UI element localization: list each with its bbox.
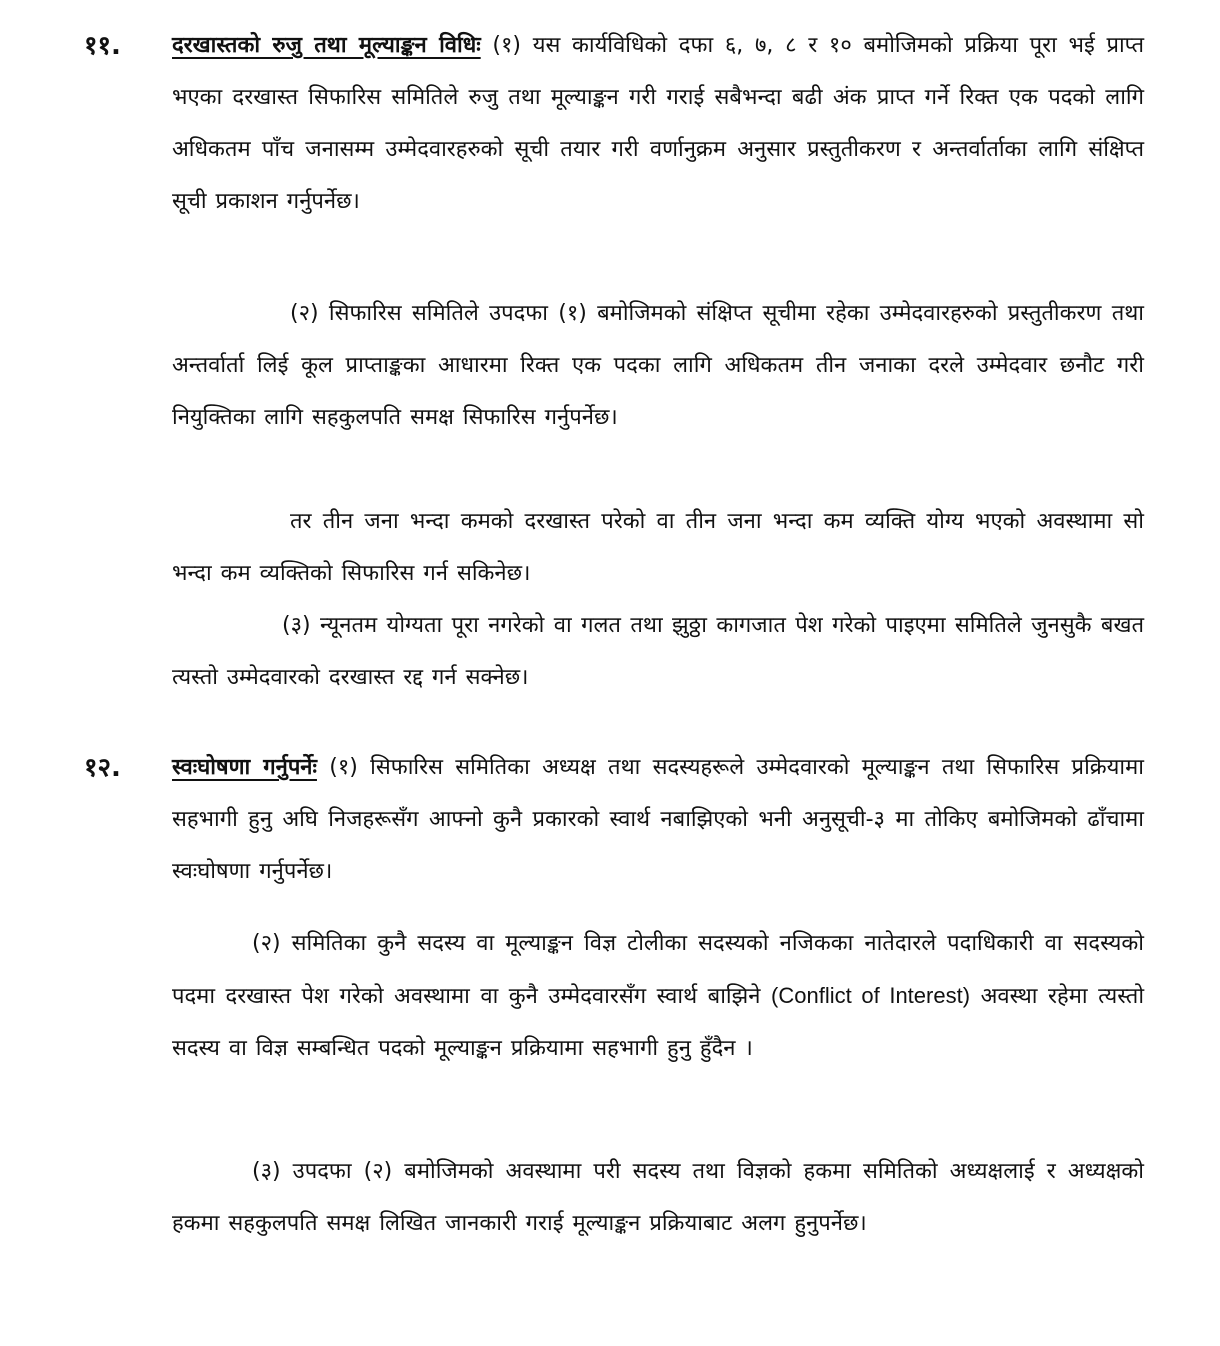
clause-text: (१) यस कार्यविधिको दफा ६, ७, ८ र १० बमोजिमको प्रक्रिया पूरा भई प्राप्त भएका दरखास्त सिफारिस समितिले रुजु तथा मूल्याङ्कन गरी गराई सबैभन्दा बढी अंक प्राप्त गर्ने रिक्त एक पदको लागि अधिकतम पाँच जनासम्म उम्मेदवारहरुको सूची तयार गरी वर्णानुक्रम अनुसार प्रस्तुतीकरण र अन्तर्वार्ताका लागि संक्षिप्त सूची प्रकाशन गर्नुपर्नेछ।	[172, 33, 1144, 214]
clause-text: (१) सिफारिस समितिका अध्यक्ष तथा सदस्यहरूले उम्मेदवारको मूल्याङ्कन तथा सिफारिस प्रक्रियामा सहभागी हुनु अघि निजहरूसँग आफ्नो कुनै प्रकारको स्वार्थ नबाझिएको भनी अनुसूची-३ मा तोकिए बमोजिमको ढाँचामा स्वःघोषणा गर्नुपर्नेछ।	[172, 755, 1144, 884]
section-heading: दरखास्तको रुजु तथा मूल्याङ्कन विधिः	[172, 33, 481, 58]
section-heading: स्वःघोषणा गर्नुपर्नेः	[172, 755, 317, 780]
section-12-clause-2	[172, 918, 1144, 1075]
clause-text: अवस्था रहेमा त्यस्तो सदस्य वा विज्ञ सम्बन्धित पदको मूल्याङ्कन प्रक्रियामा सहभागी हुनु हुँदैन ।	[172, 984, 1145, 1061]
section-11-clause-2: (२) सिफारिस समितिले उपदफा (१) बमोजिमको संक्षिप्त सूचीमा रहेका उम्मेदवारहरुको प्रस्तुतीकरण तथा अन्तर्वार्ता लिई कूल प्राप्ताङ्कका आधारमा रिक्त एक पदका लागि अधिकतम तीन जनाका दरले उम्मेदवार छनौट गरी नियुक्तिका लागि सहकुलपति समक्ष सिफारिस गर्नुपर्नेछ।	[172, 301, 1144, 430]
english-term: (Conflict of Interest)	[771, 983, 971, 1008]
section-12-clause-1	[172, 742, 1144, 898]
section-12-clause-3: (३) उपदफा (२) बमोजिमको अवस्थामा परी सदस्य तथा विज्ञको हकमा समितिको अध्यक्षलाई र अध्यक्षको हकमा सहकुलपति समक्ष लिखित जानकारी गराई मूल्याङ्कन प्रक्रियाबाट अलग हुनुपर्नेछ।	[172, 1159, 1144, 1236]
section-11-proviso: तर तीन जना भन्दा कमको दरखास्त परेको वा तीन जना भन्दा कम व्यक्ति योग्य भएको अवस्थामा सो भन्दा कम व्यक्तिको सिफारिस गर्न सकिनेछ।	[172, 509, 1144, 586]
section-11-clause-1	[172, 20, 1144, 228]
section-11-clause-3: (३) न्यूनतम योग्यता पूरा नगरेको वा गलत तथा झुठ्ठा कागजात पेश गरेको पाइएमा समितिले जुनसुकै बखत त्यस्तो उम्मेदवारको दरखास्त रद्द गर्न सक्नेछ।	[172, 613, 1144, 690]
section-number: ११.	[84, 31, 121, 61]
section-number: १२.	[84, 753, 121, 783]
clause-text: (२) समितिका कुनै सदस्य वा मूल्याङ्कन विज्ञ टोलीका सदस्यको नजिकका नातेदारले पदाधिकारी वा सदस्यको पदमा दरखास्त पेश गरेको अवस्थामा वा कुनै उम्मेदवारसँग स्वार्थ बाझिने	[172, 931, 1144, 1009]
